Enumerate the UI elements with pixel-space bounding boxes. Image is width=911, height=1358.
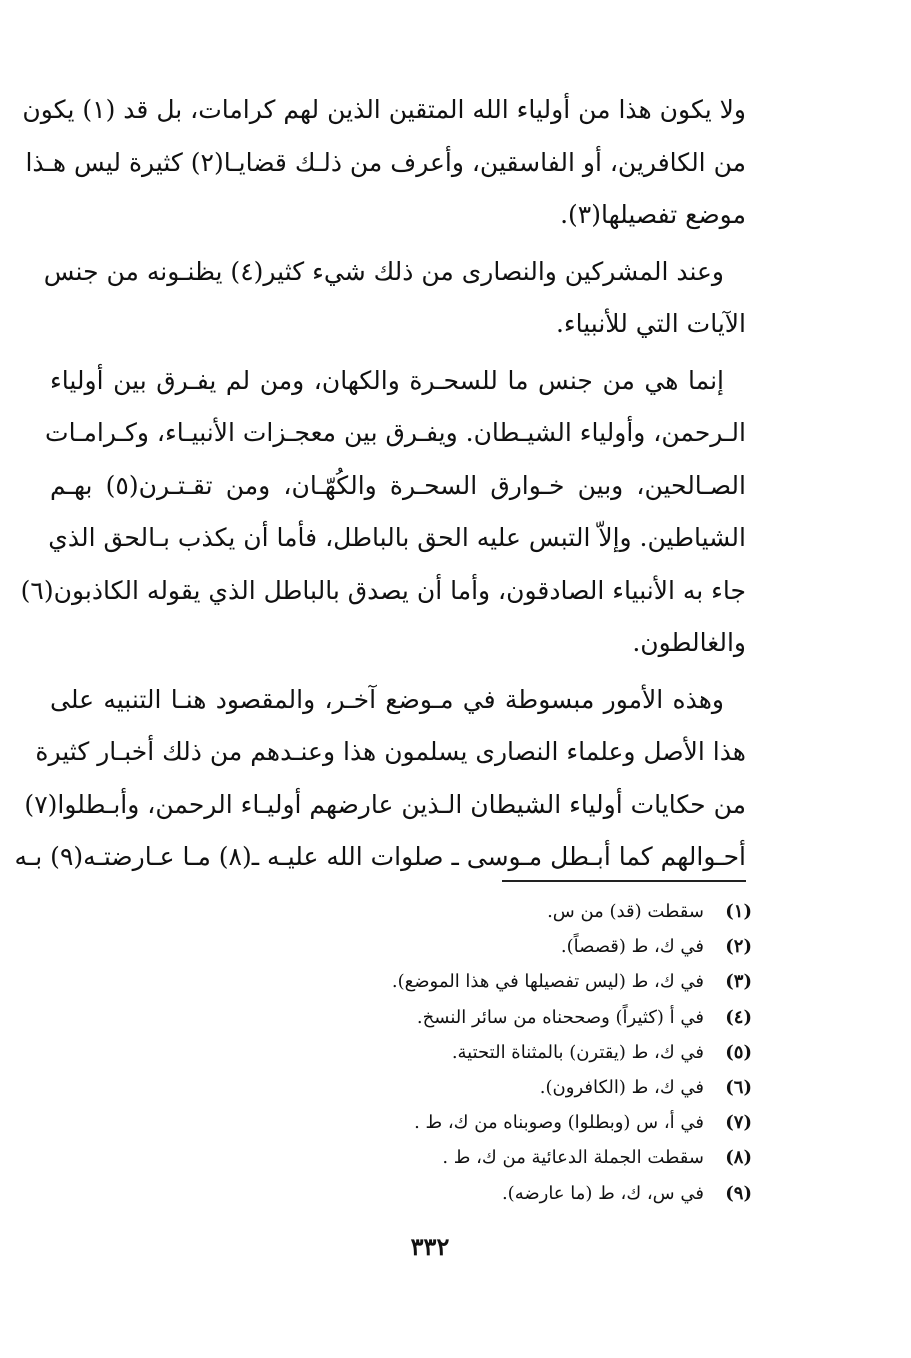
footnote-text: سقطت (قد) من س. (547, 901, 704, 922)
paragraph-1 (22, 84, 746, 242)
footnote-text: سقطت الجملة الدعائية من ك، ط . (442, 1147, 704, 1169)
footnote-number: (٧) (725, 1112, 752, 1134)
footnote-separator (502, 880, 746, 882)
footnote-4 (200, 1000, 752, 1035)
footnote-number: (٨) (725, 1147, 752, 1169)
text-line: والغالطون. (632, 628, 746, 657)
footnote-5 (200, 1035, 752, 1070)
footnote-text: في ك، ط (ليس تفصيلها في هذا الموضع). (391, 971, 704, 993)
text-line: أحـوالهم كما أبـطل مـوسى ـ صلوات الله عليـه ـ(٨) مـا عـارضتـه(٩) بـه (14, 842, 746, 871)
text-line: وعند المشركين والنصارى من ذلك شيء كثير(٤) يظنـونه من جنس (43, 256, 724, 286)
footnotes (200, 894, 752, 1211)
footnote-1 (200, 894, 752, 929)
footnote-number: (٩) (725, 1182, 752, 1204)
text-line: ولا يكون هذا من أولياء الله المتقين الذين لهم كرامات، بل قد (١) يكون (22, 95, 746, 124)
footnote-8 (200, 1140, 752, 1175)
text-line: الشياطين. وإلاّ التبس عليه الحق بالباطل، فأما أن يكذب بـالحق الذي (48, 523, 746, 552)
text-line: الآيات التي للأنبياء. (555, 309, 746, 338)
footnote-text: في أ (كثيراً) وصححناه من سائر النسخ. (416, 1006, 704, 1028)
text-line: الـرحمن، وأولياء الشيـطان. ويفـرق بين معجـزات الأنبيـاء، وكـرامـات (45, 418, 746, 447)
paragraph-2 (43, 246, 746, 351)
footnote-number: (١) (725, 901, 752, 922)
footnote-text: في ك، ط (يقترن) بالمثناة التحتية. (451, 1041, 704, 1063)
text-line: من حكايات أولياء الشيطان الـذين عارضهم أوليـاء الرحمن، وأبـطلوا(٧) (24, 789, 746, 819)
footnote-text: في أ، س (وبطلوا) وصوبناه من ك، ط . (414, 1112, 704, 1134)
text-line: هذا الأصل وعلماء النصارى يسلمون هذا وعنـدهم من ذلك أخبـار كثيرة (35, 737, 746, 766)
footnote-number: (٥) (725, 1041, 752, 1063)
footnote-7 (200, 1105, 752, 1140)
text-line: جاء به الأنبياء الصادقون، وأما أن يصدق بالباطل الذي يقوله الكاذبون(٦) (20, 575, 746, 605)
footnote-text: في س، ك، ط (ما عارضه). (501, 1182, 704, 1204)
text-line: من الكافرين، أو الفاسقين، وأعرف من ذلـك قضايـا(٢) كثيرة ليس هـذا (25, 147, 746, 177)
footnote-text: في ك، ط (قصصاً). (560, 936, 704, 958)
footnote-9 (200, 1176, 752, 1211)
footnote-number: (٣) (725, 971, 752, 993)
text-line: وهذه الأمور مبسوطة في مـوضع آخـر، والمقصود هنـا التنبيه على (50, 684, 724, 714)
footnote-number: (٤) (725, 1006, 752, 1028)
footnote-3 (200, 964, 752, 999)
footnote-6 (200, 1070, 752, 1105)
footnote-text: في ك، ط (الكافرون). (539, 1076, 704, 1098)
page-number: ٣٣٢ (410, 1232, 450, 1261)
text-line: إنما هي من جنس ما للسحـرة والكهان، ومن لم يفـرق بين أولياء (50, 365, 724, 395)
main-text (14, 84, 746, 884)
footnote-number: (٦) (725, 1076, 752, 1098)
text-line: موضع تفصيلها(٣). (560, 200, 746, 229)
footnote-2 (200, 929, 752, 964)
paragraph-3 (20, 355, 746, 670)
paragraph-4 (14, 674, 746, 884)
text-line: الصـالحين، وبين خـوارق السحـرة والكُهّـان، ومن تقـتـرن(٥) بهـم (50, 470, 746, 500)
footnote-number: (٢) (725, 936, 752, 958)
